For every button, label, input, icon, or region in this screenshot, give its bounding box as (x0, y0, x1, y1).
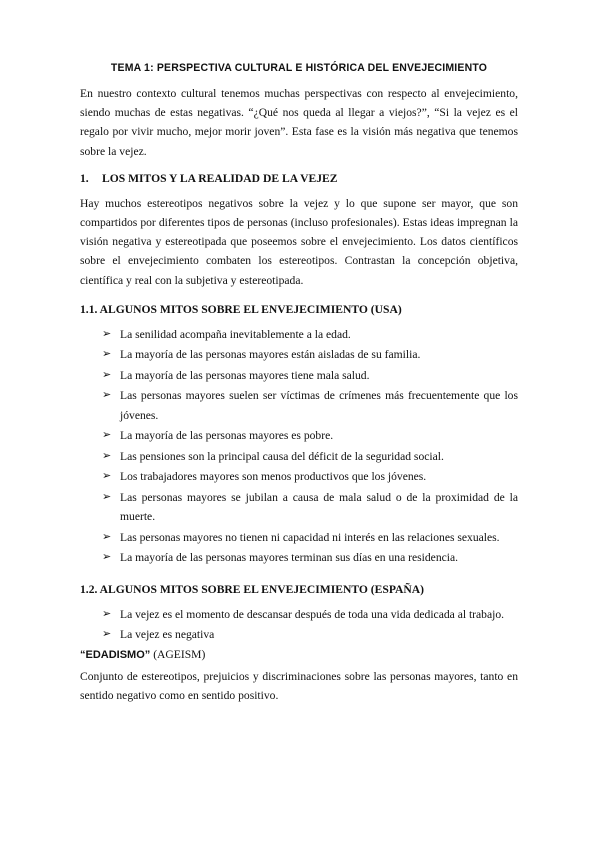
arrow-bullet-icon: ➢ (102, 389, 112, 402)
arrow-bullet-icon: ➢ (102, 429, 112, 442)
edadismo-term (80, 647, 518, 663)
arrow-bullet-icon: ➢ (102, 530, 112, 543)
list-item: ➢ Las personas mayores no tienen ni capacidad ni interés en las relaciones sexuales. (80, 528, 518, 548)
list-item: ➢ La vejez es negativa (80, 625, 518, 645)
document-page (80, 62, 518, 705)
section-1-1-heading: 1.1. ALGUNOS MITOS SOBRE EL ENVEJECIMIENTO (USA) (80, 302, 402, 316)
list-item: ➢ Los trabajadores mayores son menos productivos que los jóvenes. (80, 467, 518, 487)
intro-paragraph: En nuestro contexto cultural tenemos muchas perspectivas con respecto al envejecimiento, siendo muchas de estas negativas. “¿Qué nos queda al llegar a viejos?”, “Si la vejez es el regalo por vivir mucho, mejor morir joven”. Esta fase es la visión más negativa que tenemos sobre la vejez. (80, 87, 518, 158)
edadismo-definition: Conjunto de estereotipos, prejuicios y discriminaciones sobre las personas mayores, tanto en sentido negativo como en sentido positivo. (80, 669, 518, 703)
list-item: ➢ Las personas mayores suelen ser víctimas de crímenes más frecuentemente que los jóvenes. (80, 386, 518, 425)
arrow-bullet-icon: ➢ (102, 470, 112, 483)
list-item: ➢ Las pensiones son la principal causa del déficit de la seguridad social. (80, 447, 518, 467)
section-1-heading (80, 171, 518, 187)
arrow-bullet-icon: ➢ (102, 551, 112, 564)
list-item: ➢ La senilidad acompaña inevitablemente a la edad. (80, 325, 518, 345)
list-item: ➢ La mayoría de las personas mayores es pobre. (80, 426, 518, 446)
list-item: ➢ La mayoría de las personas mayores están aisladas de su familia. (80, 345, 518, 365)
ageism-gloss: (AGEISM) (153, 647, 206, 661)
section-1-number: 1. (80, 171, 89, 185)
arrow-bullet-icon: ➢ (102, 490, 112, 503)
list-item: ➢ La mayoría de las personas mayores tiene mala salud. (80, 366, 518, 386)
arrow-bullet-icon: ➢ (102, 607, 112, 620)
edadismo-label: “EDADISMO” (80, 648, 151, 661)
section-1-paragraph: Hay muchos estereotipos negativos sobre la vejez y lo que supone ser mayor, que son compartidos por diferentes tipos de personas (incluso profesionales). Estas ideas impregnan la visión negativa y estereotipada que poseemos sobre el envejecimiento. Los datos científicos sobre el envejecimiento combaten los estereotipos. Contrastan la concepción objetiva, científica y real con la subjetiva y estereotipada. (80, 196, 518, 287)
list-item: ➢ Las personas mayores se jubilan a causa de mala salud o de la proximidad de la muerte. (80, 488, 518, 527)
arrow-bullet-icon: ➢ (102, 449, 112, 462)
usa-myths-list (80, 325, 518, 568)
list-item: ➢ La vejez es el momento de descansar después de toda una vida dedicada al trabajo. (80, 605, 518, 625)
arrow-bullet-icon: ➢ (102, 348, 112, 361)
section-1-heading-text: LOS MITOS Y LA REALIDAD DE LA VEJEZ (102, 171, 338, 185)
document-title: TEMA 1: PERSPECTIVA CULTURAL E HISTÓRICA DEL ENVEJECIMIENTO (110, 62, 488, 74)
spain-myths-list (80, 605, 518, 645)
arrow-bullet-icon: ➢ (102, 368, 112, 381)
arrow-bullet-icon: ➢ (102, 628, 112, 641)
section-1-2-heading: 1.2. ALGUNOS MITOS SOBRE EL ENVEJECIMIENTO (ESPAÑA) (80, 582, 425, 596)
arrow-bullet-icon: ➢ (102, 327, 112, 340)
list-item: ➢ La mayoría de las personas mayores terminan sus días en una residencia. (80, 548, 518, 568)
